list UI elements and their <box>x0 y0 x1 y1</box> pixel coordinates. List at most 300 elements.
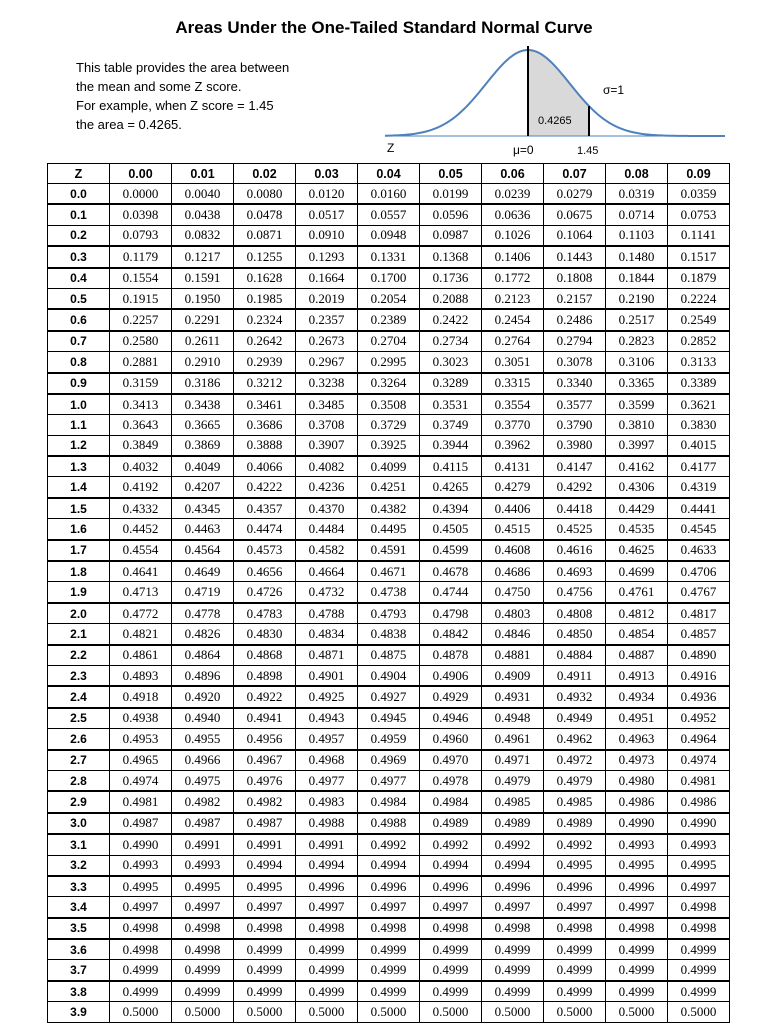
sigma-label: σ=1 <box>603 83 625 97</box>
area-cell: 0.4265 <box>420 477 482 498</box>
area-cell: 0.0478 <box>234 204 296 225</box>
area-cell: 0.4693 <box>544 561 606 582</box>
area-cell: 0.4995 <box>544 855 606 876</box>
z-value-cell: 3.8 <box>48 981 110 1002</box>
area-cell: 0.4998 <box>606 918 668 939</box>
area-cell: 0.4938 <box>110 708 172 729</box>
area-cell: 0.5000 <box>668 1002 730 1022</box>
area-cell: 0.4943 <box>296 708 358 729</box>
area-cell: 0.4991 <box>296 834 358 855</box>
intro-line: This table provides the area between <box>76 60 290 75</box>
area-cell: 0.4997 <box>234 897 296 918</box>
area-cell: 0.4941 <box>234 708 296 729</box>
area-cell: 0.4999 <box>234 960 296 981</box>
area-cell: 0.4032 <box>110 456 172 477</box>
area-cell: 0.4808 <box>544 603 606 624</box>
header-row <box>48 164 730 184</box>
area-cell: 0.4641 <box>110 561 172 582</box>
area-cell: 0.2704 <box>358 331 420 352</box>
area-cell: 0.4948 <box>482 708 544 729</box>
area-cell: 0.0319 <box>606 184 668 205</box>
column-header: 0.09 <box>668 164 730 184</box>
area-cell: 0.0753 <box>668 204 730 225</box>
area-cell: 0.4893 <box>110 665 172 686</box>
area-cell: 0.3531 <box>420 394 482 415</box>
area-cell: 0.4985 <box>482 791 544 812</box>
area-cell: 0.4989 <box>420 813 482 834</box>
table-row <box>48 855 730 876</box>
area-cell: 0.4573 <box>234 540 296 561</box>
area-cell: 0.1664 <box>296 268 358 289</box>
area-cell: 0.4678 <box>420 561 482 582</box>
area-cell: 0.4951 <box>606 708 668 729</box>
table-row <box>48 394 730 415</box>
area-cell: 0.4535 <box>606 519 668 540</box>
area-cell: 0.4986 <box>606 791 668 812</box>
area-cell: 0.0948 <box>358 225 420 246</box>
area-cell: 0.4936 <box>668 686 730 707</box>
z-value-cell: 0.5 <box>48 288 110 309</box>
area-cell: 0.3508 <box>358 394 420 415</box>
area-cell: 0.3577 <box>544 394 606 415</box>
area-cell: 0.4999 <box>482 981 544 1002</box>
table-row <box>48 750 730 771</box>
area-cell: 0.0910 <box>296 225 358 246</box>
area-cell: 0.5000 <box>172 1002 234 1022</box>
table-row <box>48 939 730 960</box>
area-cell: 0.0279 <box>544 184 606 205</box>
z-value-cell: 2.1 <box>48 624 110 645</box>
area-cell: 0.0160 <box>358 184 420 205</box>
table-row <box>48 582 730 603</box>
area-cell: 0.4803 <box>482 603 544 624</box>
area-cell: 0.4990 <box>110 834 172 855</box>
area-cell: 0.4463 <box>172 519 234 540</box>
area-cell: 0.4981 <box>110 791 172 812</box>
table-row <box>48 791 730 812</box>
area-cell: 0.4564 <box>172 540 234 561</box>
area-cell: 0.3461 <box>234 394 296 415</box>
area-cell: 0.4985 <box>544 791 606 812</box>
area-cell: 0.3599 <box>606 394 668 415</box>
table-row <box>48 960 730 981</box>
z-value-cell: 1.6 <box>48 519 110 540</box>
table-row <box>48 184 730 205</box>
area-cell: 0.4846 <box>482 624 544 645</box>
area-cell: 0.4989 <box>482 813 544 834</box>
area-cell: 0.4991 <box>172 834 234 855</box>
area-cell: 0.4332 <box>110 498 172 519</box>
table-row <box>48 834 730 855</box>
area-cell: 0.4978 <box>420 770 482 791</box>
z-value-cell: 3.4 <box>48 897 110 918</box>
area-cell: 0.3023 <box>420 352 482 373</box>
area-cell: 0.0793 <box>110 225 172 246</box>
area-cell: 0.0359 <box>668 184 730 205</box>
area-cell: 0.4995 <box>668 855 730 876</box>
table-row <box>48 561 730 582</box>
area-cell: 0.4998 <box>358 918 420 939</box>
area-cell: 0.4981 <box>668 770 730 791</box>
area-cell: 0.3686 <box>234 415 296 435</box>
area-cell: 0.4996 <box>606 876 668 897</box>
area-cell: 0.4987 <box>110 813 172 834</box>
area-cell: 0.4999 <box>358 939 420 960</box>
area-cell: 0.4918 <box>110 686 172 707</box>
area-cell: 0.4987 <box>172 813 234 834</box>
area-cell: 0.4998 <box>110 918 172 939</box>
area-cell: 0.4979 <box>544 770 606 791</box>
area-cell: 0.4993 <box>668 834 730 855</box>
area-cell: 0.0080 <box>234 184 296 205</box>
table-row <box>48 246 730 267</box>
z-value-cell: 2.5 <box>48 708 110 729</box>
area-cell: 0.4854 <box>606 624 668 645</box>
area-cell: 0.1179 <box>110 246 172 267</box>
area-cell: 0.4999 <box>296 960 358 981</box>
table-row <box>48 665 730 686</box>
table-row <box>48 624 730 645</box>
area-cell: 0.1879 <box>668 268 730 289</box>
z-value-cell: 2.3 <box>48 665 110 686</box>
area-cell: 0.4998 <box>234 918 296 939</box>
z-value-cell: 3.0 <box>48 813 110 834</box>
area-cell: 0.4066 <box>234 456 296 477</box>
area-cell: 0.4984 <box>420 791 482 812</box>
area-cell: 0.1700 <box>358 268 420 289</box>
z-value-cell: 2.2 <box>48 645 110 666</box>
area-cell: 0.4147 <box>544 456 606 477</box>
area-cell: 0.4131 <box>482 456 544 477</box>
z-value-cell: 1.7 <box>48 540 110 561</box>
area-cell: 0.2794 <box>544 331 606 352</box>
area-cell: 0.4625 <box>606 540 668 561</box>
area-cell: 0.3289 <box>420 373 482 394</box>
area-cell: 0.1141 <box>668 225 730 246</box>
area-cell: 0.3980 <box>544 435 606 456</box>
area-cell: 0.4861 <box>110 645 172 666</box>
area-cell: 0.4671 <box>358 561 420 582</box>
table-row <box>48 708 730 729</box>
area-cell: 0.4997 <box>668 876 730 897</box>
area-cell: 0.4525 <box>544 519 606 540</box>
area-cell: 0.4957 <box>296 729 358 750</box>
z-value-cell: 3.5 <box>48 918 110 939</box>
area-cell: 0.3997 <box>606 435 668 456</box>
area-cell: 0.4871 <box>296 645 358 666</box>
table-row <box>48 1002 730 1022</box>
area-cell: 0.4980 <box>606 770 668 791</box>
z-value-cell: 3.6 <box>48 939 110 960</box>
area-cell: 0.0596 <box>420 204 482 225</box>
area-cell: 0.4996 <box>296 876 358 897</box>
area-cell: 0.4991 <box>234 834 296 855</box>
area-cell: 0.4370 <box>296 498 358 519</box>
area-cell: 0.1808 <box>544 268 606 289</box>
area-cell: 0.4898 <box>234 665 296 686</box>
area-cell: 0.4115 <box>420 456 482 477</box>
area-cell: 0.4906 <box>420 665 482 686</box>
area-cell: 0.4484 <box>296 519 358 540</box>
area-cell: 0.4977 <box>358 770 420 791</box>
area-cell: 0.4932 <box>544 686 606 707</box>
area-cell: 0.4778 <box>172 603 234 624</box>
area-cell: 0.4633 <box>668 540 730 561</box>
area-cell: 0.5000 <box>420 1002 482 1022</box>
area-cell: 0.4999 <box>606 981 668 1002</box>
area-cell: 0.3749 <box>420 415 482 435</box>
area-cell: 0.4850 <box>544 624 606 645</box>
area-cell: 0.3340 <box>544 373 606 394</box>
z-value-cell: 0.6 <box>48 309 110 330</box>
area-cell: 0.4982 <box>172 791 234 812</box>
area-cell: 0.3554 <box>482 394 544 415</box>
area-cell: 0.3790 <box>544 415 606 435</box>
z-value-cell: 0.8 <box>48 352 110 373</box>
table-row <box>48 897 730 918</box>
area-cell: 0.4988 <box>296 813 358 834</box>
area-cell: 0.4904 <box>358 665 420 686</box>
area-cell: 0.4999 <box>544 939 606 960</box>
area-cell: 0.4988 <box>358 813 420 834</box>
area-cell: 0.0675 <box>544 204 606 225</box>
area-cell: 0.4994 <box>296 855 358 876</box>
area-cell: 0.4616 <box>544 540 606 561</box>
area-cell: 0.4987 <box>234 813 296 834</box>
area-cell: 0.4998 <box>172 918 234 939</box>
area-cell: 0.3869 <box>172 435 234 456</box>
z-value-cell: 0.1 <box>48 204 110 225</box>
area-cell: 0.4993 <box>172 855 234 876</box>
table-row <box>48 729 730 750</box>
area-cell: 0.2486 <box>544 309 606 330</box>
area-cell: 0.2422 <box>420 309 482 330</box>
area-cell: 0.4515 <box>482 519 544 540</box>
area-cell: 0.4999 <box>420 960 482 981</box>
area-cell: 0.4998 <box>172 939 234 960</box>
area-cell: 0.4965 <box>110 750 172 771</box>
area-cell: 0.4975 <box>172 770 234 791</box>
area-cell: 0.4998 <box>296 918 358 939</box>
z-value-cell: 0.9 <box>48 373 110 394</box>
intro-text <box>76 58 376 134</box>
area-cell: 0.4961 <box>482 729 544 750</box>
area-cell: 0.3159 <box>110 373 172 394</box>
area-cell: 0.4082 <box>296 456 358 477</box>
column-header: 0.01 <box>172 164 234 184</box>
area-cell: 0.2910 <box>172 352 234 373</box>
intro-line: For example, when Z score = 1.45 <box>76 98 274 113</box>
table-row <box>48 268 730 289</box>
area-cell: 0.5000 <box>544 1002 606 1022</box>
area-cell: 0.2611 <box>172 331 234 352</box>
area-cell: 0.3907 <box>296 435 358 456</box>
area-cell: 0.0239 <box>482 184 544 205</box>
area-cell: 0.4998 <box>668 897 730 918</box>
z-value-cell: 1.1 <box>48 415 110 435</box>
area-cell: 0.4418 <box>544 498 606 519</box>
area-cell: 0.4767 <box>668 582 730 603</box>
area-cell: 0.4719 <box>172 582 234 603</box>
area-cell: 0.4099 <box>358 456 420 477</box>
area-cell: 0.2580 <box>110 331 172 352</box>
area-cell: 0.0832 <box>172 225 234 246</box>
area-cell: 0.4997 <box>172 897 234 918</box>
area-cell: 0.4916 <box>668 665 730 686</box>
area-cell: 0.3849 <box>110 435 172 456</box>
z-value-cell: 3.7 <box>48 960 110 981</box>
area-cell: 0.0000 <box>110 184 172 205</box>
table-row <box>48 813 730 834</box>
area-cell: 0.4986 <box>668 791 730 812</box>
area-cell: 0.4821 <box>110 624 172 645</box>
area-cell: 0.4913 <box>606 665 668 686</box>
area-cell: 0.4505 <box>420 519 482 540</box>
area-cell: 0.4887 <box>606 645 668 666</box>
area-cell: 0.4999 <box>420 939 482 960</box>
area-cell: 0.4982 <box>234 791 296 812</box>
area-cell: 0.4884 <box>544 645 606 666</box>
area-cell: 0.4878 <box>420 645 482 666</box>
area-cell: 0.4357 <box>234 498 296 519</box>
column-header: 0.02 <box>234 164 296 184</box>
area-cell: 0.3078 <box>544 352 606 373</box>
area-cell: 0.1368 <box>420 246 482 267</box>
area-cell: 0.4999 <box>110 960 172 981</box>
area-cell: 0.3621 <box>668 394 730 415</box>
area-cell: 0.4990 <box>606 813 668 834</box>
area-cell: 0.3315 <box>482 373 544 394</box>
table-row <box>48 225 730 246</box>
z-value-cell: 0.4 <box>48 268 110 289</box>
z-value-cell: 2.0 <box>48 603 110 624</box>
z-value-cell: 2.9 <box>48 791 110 812</box>
area-cell: 0.4706 <box>668 561 730 582</box>
area-cell: 0.4999 <box>482 939 544 960</box>
table-row <box>48 770 730 791</box>
area-cell: 0.4744 <box>420 582 482 603</box>
area-cell: 0.0636 <box>482 204 544 225</box>
area-cell: 0.4545 <box>668 519 730 540</box>
area-cell: 0.4998 <box>668 918 730 939</box>
table-row <box>48 519 730 540</box>
area-cell: 0.2995 <box>358 352 420 373</box>
area-cell: 0.4925 <box>296 686 358 707</box>
area-cell: 0.1517 <box>668 246 730 267</box>
area-cell: 0.4222 <box>234 477 296 498</box>
area-cell: 0.2357 <box>296 309 358 330</box>
area-cell: 0.4945 <box>358 708 420 729</box>
area-cell: 0.2549 <box>668 309 730 330</box>
area-cell: 0.3238 <box>296 373 358 394</box>
area-cell: 0.4995 <box>234 876 296 897</box>
z-value-cell: 0.0 <box>48 184 110 205</box>
area-cell: 0.0871 <box>234 225 296 246</box>
area-cell: 0.4997 <box>482 897 544 918</box>
area-cell: 0.4699 <box>606 561 668 582</box>
table-row <box>48 876 730 897</box>
area-cell: 0.4927 <box>358 686 420 707</box>
z-value-cell: 3.9 <box>48 1002 110 1022</box>
area-cell: 0.1736 <box>420 268 482 289</box>
area-cell: 0.1554 <box>110 268 172 289</box>
area-cell: 0.4306 <box>606 477 668 498</box>
area-cell: 0.4896 <box>172 665 234 686</box>
area-cell: 0.4993 <box>110 855 172 876</box>
area-cell: 0.0438 <box>172 204 234 225</box>
area-cell: 0.4997 <box>544 897 606 918</box>
column-header: 0.08 <box>606 164 668 184</box>
area-cell: 0.2939 <box>234 352 296 373</box>
area-cell: 0.4999 <box>482 960 544 981</box>
area-cell: 0.4953 <box>110 729 172 750</box>
area-cell: 0.4319 <box>668 477 730 498</box>
area-cell: 0.4881 <box>482 645 544 666</box>
area-cell: 0.4997 <box>606 897 668 918</box>
area-cell: 0.4993 <box>606 834 668 855</box>
area-cell: 0.3133 <box>668 352 730 373</box>
area-cell: 0.4599 <box>420 540 482 561</box>
area-cell: 0.3485 <box>296 394 358 415</box>
table-row <box>48 540 730 561</box>
area-cell: 0.4798 <box>420 603 482 624</box>
area-cell: 0.4960 <box>420 729 482 750</box>
area-cell: 0.4495 <box>358 519 420 540</box>
area-cell: 0.4750 <box>482 582 544 603</box>
area-cell: 0.1443 <box>544 246 606 267</box>
area-cell: 0.4812 <box>606 603 668 624</box>
area-cell: 0.2019 <box>296 288 358 309</box>
area-cell: 0.4970 <box>420 750 482 771</box>
area-cell: 0.4974 <box>668 750 730 771</box>
area-cell: 0.4890 <box>668 645 730 666</box>
area-cell: 0.1064 <box>544 225 606 246</box>
intro-line: the mean and some Z score. <box>76 79 242 94</box>
page-title: Areas Under the One-Tailed Standard Normal Curve <box>175 18 593 37</box>
area-cell: 0.0987 <box>420 225 482 246</box>
area-cell: 0.2734 <box>420 331 482 352</box>
area-cell: 0.4649 <box>172 561 234 582</box>
area-cell: 0.4995 <box>606 855 668 876</box>
column-header: 0.07 <box>544 164 606 184</box>
area-cell: 0.4946 <box>420 708 482 729</box>
area-cell: 0.0557 <box>358 204 420 225</box>
area-cell: 0.4406 <box>482 498 544 519</box>
area-cell: 0.4772 <box>110 603 172 624</box>
area-cell: 0.4783 <box>234 603 296 624</box>
area-cell: 0.4834 <box>296 624 358 645</box>
area-cell: 0.2642 <box>234 331 296 352</box>
z-value-cell: 2.8 <box>48 770 110 791</box>
area-cell: 0.4429 <box>606 498 668 519</box>
area-cell: 0.4911 <box>544 665 606 686</box>
z-value-cell: 1.2 <box>48 435 110 456</box>
area-cell: 0.4686 <box>482 561 544 582</box>
area-cell: 0.4868 <box>234 645 296 666</box>
area-cell: 0.4582 <box>296 540 358 561</box>
area-cell: 0.3264 <box>358 373 420 394</box>
area-cell: 0.4999 <box>606 939 668 960</box>
area-cell: 0.0398 <box>110 204 172 225</box>
area-cell: 0.4997 <box>296 897 358 918</box>
area-cell: 0.3438 <box>172 394 234 415</box>
area-cell: 0.4826 <box>172 624 234 645</box>
area-cell: 0.4732 <box>296 582 358 603</box>
area-cell: 0.2517 <box>606 309 668 330</box>
intro-line: the area = 0.4265. <box>76 117 182 132</box>
area-cell: 0.3925 <box>358 435 420 456</box>
area-cell: 0.4979 <box>482 770 544 791</box>
